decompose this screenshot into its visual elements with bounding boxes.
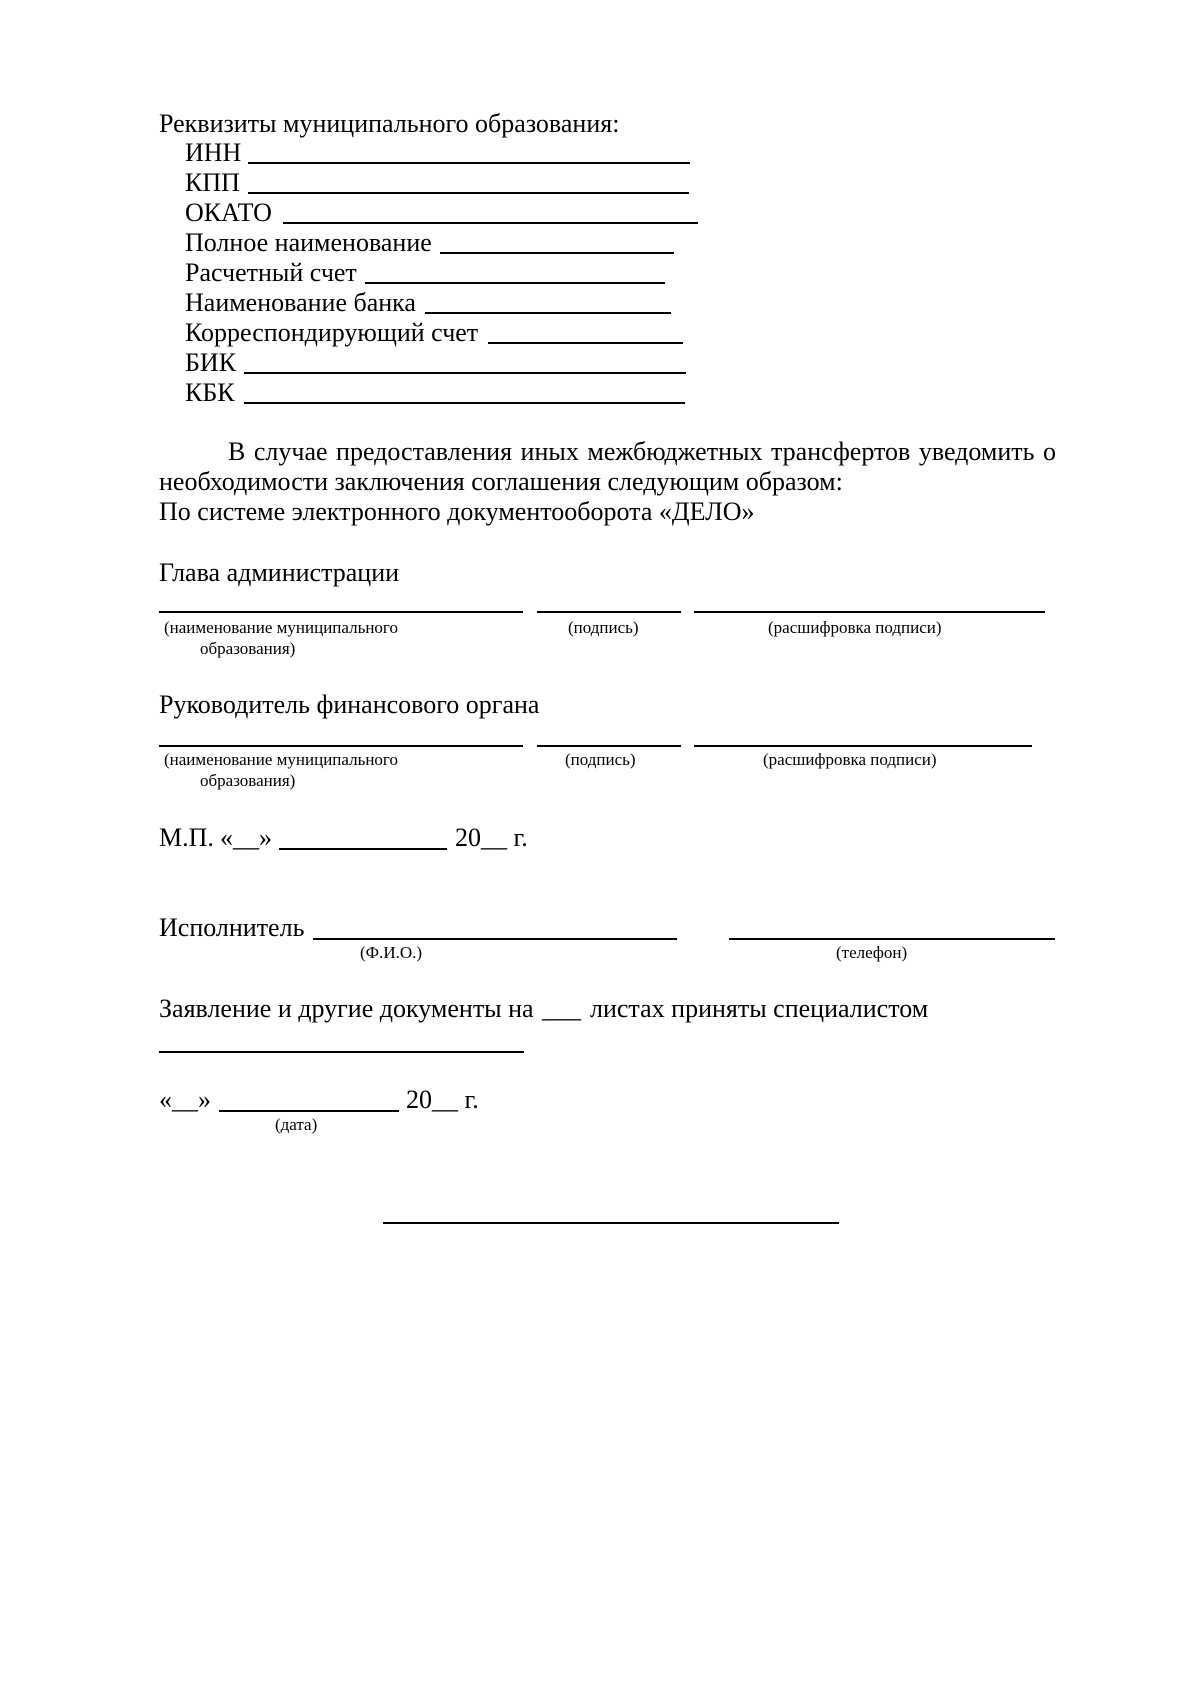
inn-field[interactable] xyxy=(248,162,690,164)
executor-fio-line[interactable] xyxy=(313,938,677,940)
okato-field[interactable] xyxy=(283,222,698,224)
bank-field[interactable] xyxy=(425,312,671,314)
kpp-label: КПП xyxy=(185,168,240,197)
finance-head-caption-signature: (подпись) xyxy=(565,750,636,769)
specialist-line[interactable] xyxy=(159,1051,524,1053)
finance-head-title: Руководитель финансового органа xyxy=(159,690,540,719)
kbk-label: КБК xyxy=(185,378,235,407)
head-admin-signature-line[interactable] xyxy=(537,611,681,613)
bank-label: Наименование банка xyxy=(185,288,416,317)
acceptance-text-before: Заявление и другие документы на xyxy=(159,994,534,1023)
notice-line-2: необходимости заключения соглашения следующим образом: xyxy=(159,467,843,496)
executor-caption-phone: (телефон) xyxy=(836,943,908,962)
acceptance-text-after: листах приняты специалистом xyxy=(590,994,929,1023)
head-admin-name-line[interactable] xyxy=(159,611,523,613)
date-caption: (дата) xyxy=(275,1115,318,1134)
account-label: Расчетный счет xyxy=(185,258,357,287)
account-field[interactable] xyxy=(365,282,665,284)
inn-label: ИНН xyxy=(185,138,242,167)
finance-head-decoding-line[interactable] xyxy=(694,745,1032,747)
finance-head-name-line[interactable] xyxy=(159,745,523,747)
kbk-field[interactable] xyxy=(244,402,685,404)
head-admin-decoding-line[interactable] xyxy=(694,611,1045,613)
stamp-mp: М.П. xyxy=(159,823,214,852)
full-name-field[interactable] xyxy=(440,252,674,254)
finance-head-signature-line[interactable] xyxy=(537,745,681,747)
acceptance-sheets-blank[interactable]: ___ xyxy=(542,994,581,1023)
date-year: 20__ г. xyxy=(406,1085,479,1114)
requisites-heading: Реквизиты муниципального образования: xyxy=(159,109,620,138)
head-admin-caption-name-2: образования) xyxy=(200,639,296,658)
head-admin-caption-decoding: (расшифровка подписи) xyxy=(768,618,942,637)
notice-line-1: В случае предоставления иных межбюджетных трансфертов уведомить о xyxy=(228,437,1056,466)
head-admin-caption-signature: (подпись) xyxy=(568,618,639,637)
full-name-label: Полное наименование xyxy=(185,228,432,257)
date-month-field[interactable] xyxy=(219,1110,399,1112)
finance-head-caption-name-2: образования) xyxy=(200,771,296,790)
corr-account-field[interactable] xyxy=(488,342,683,344)
okato-label: ОКАТО xyxy=(185,198,272,227)
executor-phone-line[interactable] xyxy=(729,938,1055,940)
stamp-year: 20__ г. xyxy=(455,823,528,852)
executor-caption-fio: (Ф.И.О.) xyxy=(360,943,423,962)
finance-head-caption-decoding: (расшифровка подписи) xyxy=(763,750,937,769)
head-admin-title: Глава администрации xyxy=(159,558,400,587)
executor-label: Исполнитель xyxy=(159,913,305,942)
notice-line-3: По системе электронного документооборота «ДЕЛО» xyxy=(159,497,755,526)
stamp-day[interactable]: «__» xyxy=(220,823,272,852)
kpp-field[interactable] xyxy=(248,192,689,194)
head-admin-caption-name-1: (наименование муниципального xyxy=(164,618,398,637)
date-day[interactable]: «__» xyxy=(159,1085,211,1114)
stamp-month-field[interactable] xyxy=(279,848,447,850)
finance-head-caption-name-1: (наименование муниципального xyxy=(164,750,398,769)
corr-account-label: Корреспондирующий счет xyxy=(185,318,479,347)
closing-separator xyxy=(383,1222,839,1224)
bik-label: БИК xyxy=(185,348,237,377)
bik-field[interactable] xyxy=(244,372,686,374)
